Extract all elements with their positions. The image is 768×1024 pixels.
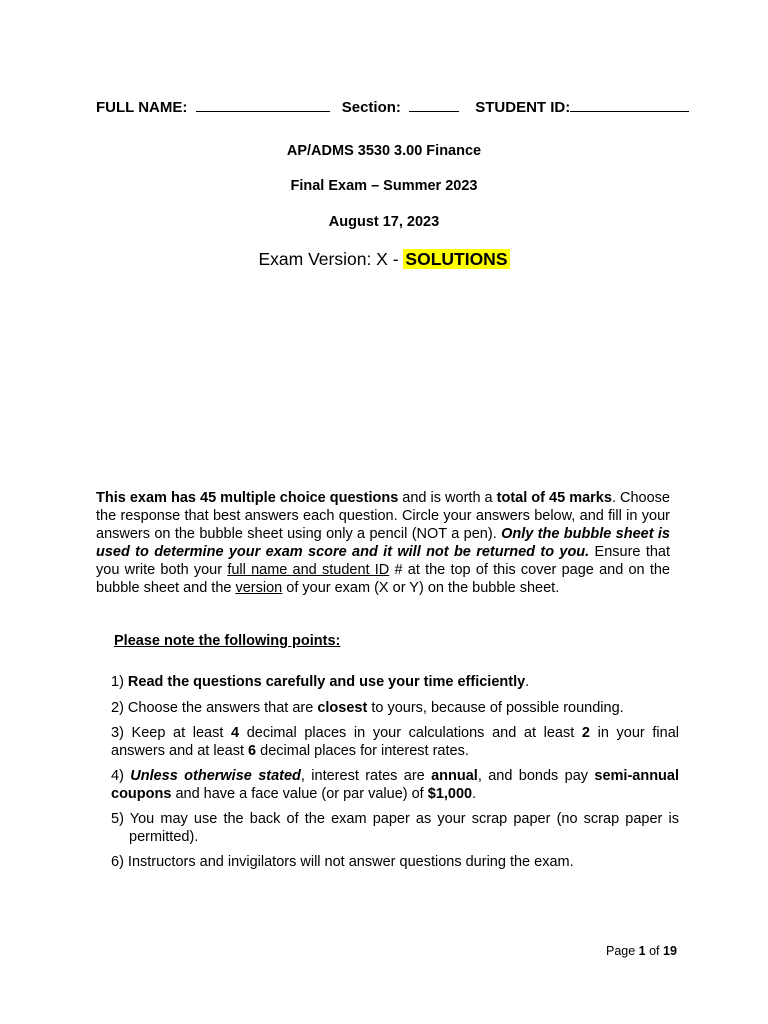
intro-total-marks: total of 45 marks — [496, 490, 612, 506]
point-bold: $1,000 — [427, 785, 473, 802]
points-title — [114, 633, 340, 649]
point-text: Keep at least — [131, 725, 232, 741]
exam-date: August 17, 2023 — [328, 214, 440, 230]
version-prefix: Exam Version: X - — [258, 249, 404, 269]
points-title-colon: : — [335, 633, 341, 649]
intro-text: . Choose the response that best answers each question. Circle your answers below, and fill in your answers on the bubble sheet using only a pencil (NOT a pen). — [96, 490, 670, 542]
point-bold: annual — [431, 768, 478, 784]
student-id-blank[interactable] — [570, 97, 689, 112]
list-item — [111, 700, 679, 718]
exam-title: Final Exam – Summer 2023 — [290, 178, 478, 194]
intro-text: and is worth a — [398, 490, 497, 506]
point-number: 2) — [111, 699, 128, 716]
footer-total-pages: 19 — [663, 944, 677, 958]
intro-bubble-sheet-note: Only the bubble sheet is used to determine your exam score and it will not be returned to you. — [96, 526, 670, 560]
point-text: decimal places in your calculations and at least — [239, 725, 582, 741]
points-list — [111, 674, 679, 880]
point-bold: Read the questions carefully and use your time efficiently — [127, 674, 526, 690]
list-item — [111, 854, 679, 872]
point-text: Choose the answers that are — [127, 699, 318, 716]
point-text: Instructors and invigilators will not answer questions during the exam. — [127, 854, 574, 870]
intro-questions-count: This exam has 45 multiple choice questions — [96, 490, 399, 506]
intro-name-id-note: full name and student ID — [227, 562, 390, 578]
section-label: Section: — [341, 99, 401, 116]
point-bold: closest — [317, 699, 368, 716]
footer-of-word: of — [645, 944, 663, 958]
section-blank[interactable] — [409, 97, 459, 112]
list-item — [111, 674, 679, 692]
point-text: to yours, because of possible rounding. — [367, 699, 624, 716]
point-text: . — [472, 785, 477, 802]
point-number: 1) — [111, 674, 128, 690]
point-number: 4) — [111, 768, 131, 784]
version-highlight: SOLUTIONS — [405, 249, 508, 269]
full-name-blank[interactable] — [196, 97, 330, 112]
intro-version-note: version — [235, 580, 283, 596]
point-bold: 2 — [581, 725, 590, 741]
point-text: in your final answers and at least — [111, 725, 679, 759]
exam-version — [0, 249, 768, 270]
intro-text: of your exam (X or Y) on the bubble sheet. — [282, 580, 560, 596]
list-item — [111, 811, 679, 846]
point-bold-italic: Unless otherwise stated — [130, 768, 301, 784]
intro-paragraph — [96, 489, 670, 597]
point-bold: 4 — [231, 725, 240, 741]
point-text: . — [525, 674, 530, 690]
point-number: 5) — [111, 811, 130, 827]
point-bold: 6 — [248, 742, 257, 759]
student-id-label: STUDENT ID: — [475, 99, 571, 116]
point-text: You may use the back of the exam paper as your scrap paper (no scrap paper is permitted). — [129, 811, 679, 845]
point-text: decimal places for interest rates. — [256, 742, 469, 759]
footer-page-word: Page — [606, 944, 639, 958]
points-title-text: Please note the following points — [114, 633, 336, 649]
header-line — [96, 97, 696, 116]
point-text: and have a face value (or par value) of — [171, 785, 428, 802]
footer-current-page: 1 — [638, 944, 646, 958]
full-name-label: FULL NAME: — [96, 99, 188, 116]
list-item — [111, 725, 679, 760]
page-footer — [606, 944, 677, 958]
point-text: , and bonds pay — [477, 768, 595, 784]
course-code: AP/ADMS 3530 3.00 Finance — [286, 143, 482, 159]
intro-text: Ensure that you write both your — [96, 544, 671, 578]
point-number: 3) — [111, 725, 132, 741]
point-text: , interest rates are — [300, 768, 432, 784]
point-number: 6) — [111, 854, 128, 870]
list-item — [111, 768, 679, 803]
point-bold: semi-annual coupons — [111, 768, 679, 802]
intro-text: # at the top of this cover page and on the bubble sheet and the — [96, 562, 670, 596]
